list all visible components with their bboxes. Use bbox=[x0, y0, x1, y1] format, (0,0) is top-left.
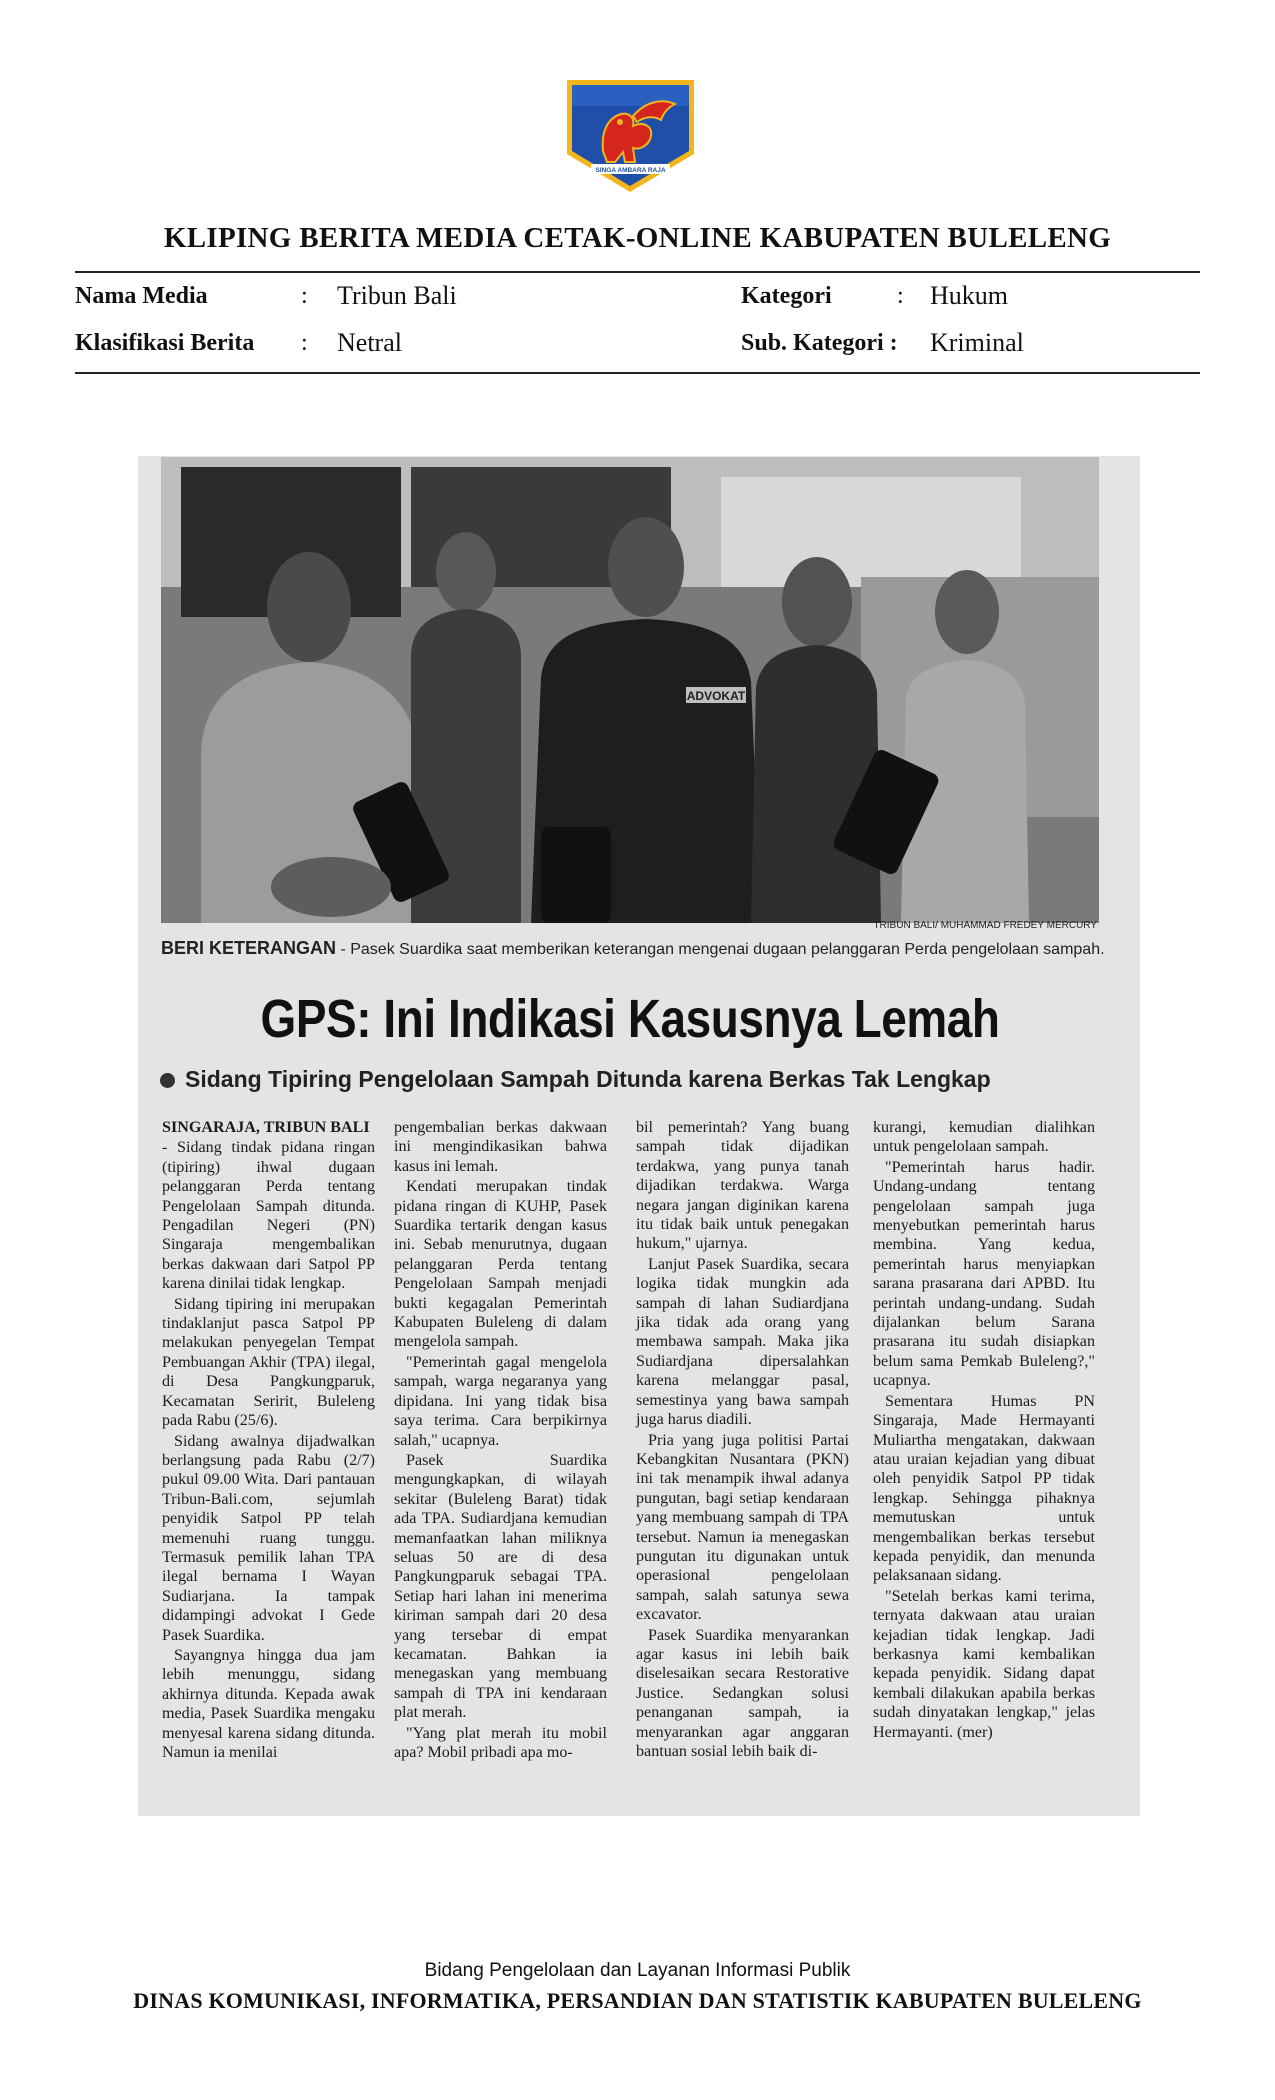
sub-kategori-value: Kriminal bbox=[930, 328, 1024, 357]
col4-para-1: kurangi, kemudian dialihkan untuk pengelolaan sampah. bbox=[873, 1119, 1095, 1156]
news-photo bbox=[161, 457, 1099, 923]
emblem-motto: SINGA AMBARA RAJA bbox=[595, 167, 666, 174]
caption-label: BERI KETERANGAN bbox=[161, 938, 337, 958]
nama-media-colon: : bbox=[301, 283, 308, 309]
col1-para-1: - Sidang tindak pidana ringan (tipiring) ihwal dugaan pelanggaran Perda tentang Pengelolaan Sampah ditunda. Pengadilan Negeri (PN) Singaraja mengembalikan berkas dakwaan dari Satpol PP karena dinilai tidak lengkap. bbox=[162, 1139, 375, 1293]
photo-caption bbox=[161, 938, 1105, 959]
col4-para-4: "Setelah berkas kami terima, ternyata dakwaan atau uraian kejadian tidak lengkap. Jadi berkasnya kami kembalikan kepada penyidik. Sidang dapat kembali dilakukan apabila berkas sudah dinyatakan lengkap," jelas Hermayanti. (mer) bbox=[873, 1587, 1095, 1741]
col3-para-1: bil pemerintah? Yang buang sampah tidak dijadikan terdakwa, yang punya tanah dijadikan terdakwa. Warga negara jangan diginikan karena itu tidak baik untuk penegakan hukum," ujarnya. bbox=[636, 1119, 849, 1253]
col3-para-3: Pria yang juga politisi Partai Kebangkitan Nusantara (PKN) ini tak menampik ihwal adanya pungutan, bagi setiap kendaraan yang membuang sampah di TPA tersebut. Namun ia menegaskan pungutan itu digunakan untuk operasional pengelolaan sampah, salah satunya sewa excavator. bbox=[636, 1431, 849, 1624]
kategori-colon: : bbox=[897, 283, 904, 309]
news-photo-illustration bbox=[161, 457, 1099, 923]
col2-para-5: "Yang plat merah itu mobil apa? Mobil pribadi apa mo- bbox=[394, 1724, 607, 1761]
col2-para-3: "Pemerintah gagal mengelola sampah, warga negaranya yang dipidana. Ini yang tidak bisa saya terima. Cara berpikirnya salah," ucapnya. bbox=[394, 1353, 607, 1449]
article-subhead bbox=[160, 1066, 1100, 1093]
klasifikasi-value: Netral bbox=[337, 328, 402, 357]
klasifikasi-label: Klasifikasi Berita bbox=[75, 330, 255, 356]
col4-para-2: "Pemerintah harus hadir. Undang-undang tentang pengelolaan sampah juga menyebutkan pemerintah harus membina. Yang kedua, pemerintah harus menyiapkan sarana prasarana dari APBD. Itu perintah undang-undang. Sudah dijalankan belum Sarana prasarana itu sudah disiapkan belum sama Pemkab Buleleng?," ucapnya. bbox=[873, 1158, 1095, 1390]
article-headline: GPS: Ini Indikasi Kasusnya Lemah bbox=[260, 989, 1000, 1049]
col3-para-4: Pasek Suardika menyarankan agar kasus ini lebih baik diselesaikan secara Restorative Justice. Sedangkan solusi penanganan sampah, ia menyarankan agar anggaran bantuan sosial lebih baik di- bbox=[636, 1626, 849, 1760]
col2-para-2: Kendati merupakan tindak pidana ringan di KUHP, Pasek Suardika tertarik dengan kasus ini. Sebab menurutnya, dugaan pelanggaran Perda tentang Pengelolaan Sampah menjadi bukti kegagalan Pemerintah Kabupaten Buleleng di dalam mengelola sampah. bbox=[394, 1178, 607, 1351]
kategori-value: Hukum bbox=[930, 281, 1008, 310]
nama-media-value: Tribun Bali bbox=[337, 281, 457, 310]
article-column-2 bbox=[394, 1118, 607, 1763]
klasifikasi-colon: : bbox=[301, 330, 308, 356]
article-column-1 bbox=[162, 1118, 375, 1763]
col2-para-4: Pasek Suardika mengungkapkan, di wilayah sekitar (Buleleng Barat) tidak ada TPA. Sudiardjana kemudian memanfaatkan lahan miliknya seluas 50 are di desa Pangkungparuk sebagai TPA. Setiap hari lahan ini menerima kiriman sampah dari 20 desa yang tersebar di empat kecamatan. Bahkan ia menegaskan yang membuang sampah di TPA ini kendaraan plat merah. bbox=[394, 1451, 607, 1722]
col1-para-2: Sidang tipiring ini merupakan tindaklanjut pasca Satpol PP melakukan penyegelan Tempat Pembuangan Akhir (TPA) ilegal, di Desa Pangkungparuk, Kecamatan Seririt, Buleleng pada Rabu (25/6). bbox=[162, 1295, 375, 1430]
nama-media-label: Nama Media bbox=[75, 283, 208, 309]
header-rule-bottom bbox=[75, 372, 1200, 374]
sub-kategori-label: Sub. Kategori : bbox=[741, 330, 898, 356]
col1-para-4: Sayangnya hingga dua jam lebih menunggu, sidang akhirnya ditunda. Kepada awak media, Pasek Suardika mengaku menyesal karena sidang ditunda. Namun ia menilai bbox=[162, 1646, 375, 1761]
article-column-4 bbox=[873, 1118, 1095, 1743]
page-title: KLIPING BERITA MEDIA CETAK-ONLINE KABUPATEN BULELENG bbox=[163, 222, 1112, 254]
caption-text: - Pasek Suardika saat memberikan keterangan mengenai dugaan pelanggaran Perda pengelolaan sampah. bbox=[336, 941, 1105, 958]
vest-label: ADVOKAT bbox=[686, 689, 746, 703]
article-dateline: SINGARAJA, TRIBUN BALI bbox=[162, 1119, 370, 1136]
article-column-3 bbox=[636, 1118, 849, 1762]
footer-department: Bidang Pengelolaan dan Layanan Informasi Publik bbox=[424, 1960, 851, 1981]
subhead-text: Sidang Tipiring Pengelolaan Sampah Ditunda karena Berkas Tak Lengkap bbox=[185, 1066, 991, 1092]
col3-para-2: Lanjut Pasek Suardika, secara logika tidak mungkin ada sampah di lahan Sudiardjana jika tidak ada orang yang membawa sampah. Maka jika Sudiardjana dipersalahkan karena melanggar pasal, semestinya yang bawa sampah juga harus diadili. bbox=[636, 1255, 849, 1429]
footer-agency: DINAS KOMUNIKASI, INFORMATIKA, PERSANDIAN DAN STATISTIK KABUPATEN BULELENG bbox=[133, 1988, 1142, 2013]
col2-para-1: pengembalian berkas dakwaan ini mengindikasikan bahwa kasus ini lemah. bbox=[394, 1119, 607, 1175]
header-rule-top bbox=[75, 271, 1200, 273]
kabupaten-buleleng-emblem bbox=[563, 76, 698, 196]
col4-para-3: Sementara Humas PN Singaraja, Made Hermayanti Muliartha mengatakan, dakwaan atau uraian kejadian yang dibuat oleh penyidik Satpol PP tidak lengkap. Sehingga pihaknya memutuskan untuk mengembalikan berkas tersebut kepada penyidik, dan menunda pelaksanaan sidang. bbox=[873, 1392, 1095, 1585]
bullet-icon bbox=[160, 1073, 175, 1088]
photo-credit: TRIBUN BALI/ MUHAMMAD FREDEY MERCURY bbox=[873, 920, 1097, 931]
kategori-label: Kategori bbox=[741, 283, 832, 309]
col1-para-3: Sidang awalnya dijadwalkan berlangsung pada Rabu (2/7) pukul 09.00 Wita. Dari pantauan Tribun-Bali.com, sejumlah penyidik Satpol PP telah memenuhi ruang tunggu. Termasuk pemilik lahan TPA ilegal bernama I Wayan Sudiarjana. Ia tampak didampingi advokat I Gede Pasek Suardika. bbox=[162, 1432, 375, 1644]
